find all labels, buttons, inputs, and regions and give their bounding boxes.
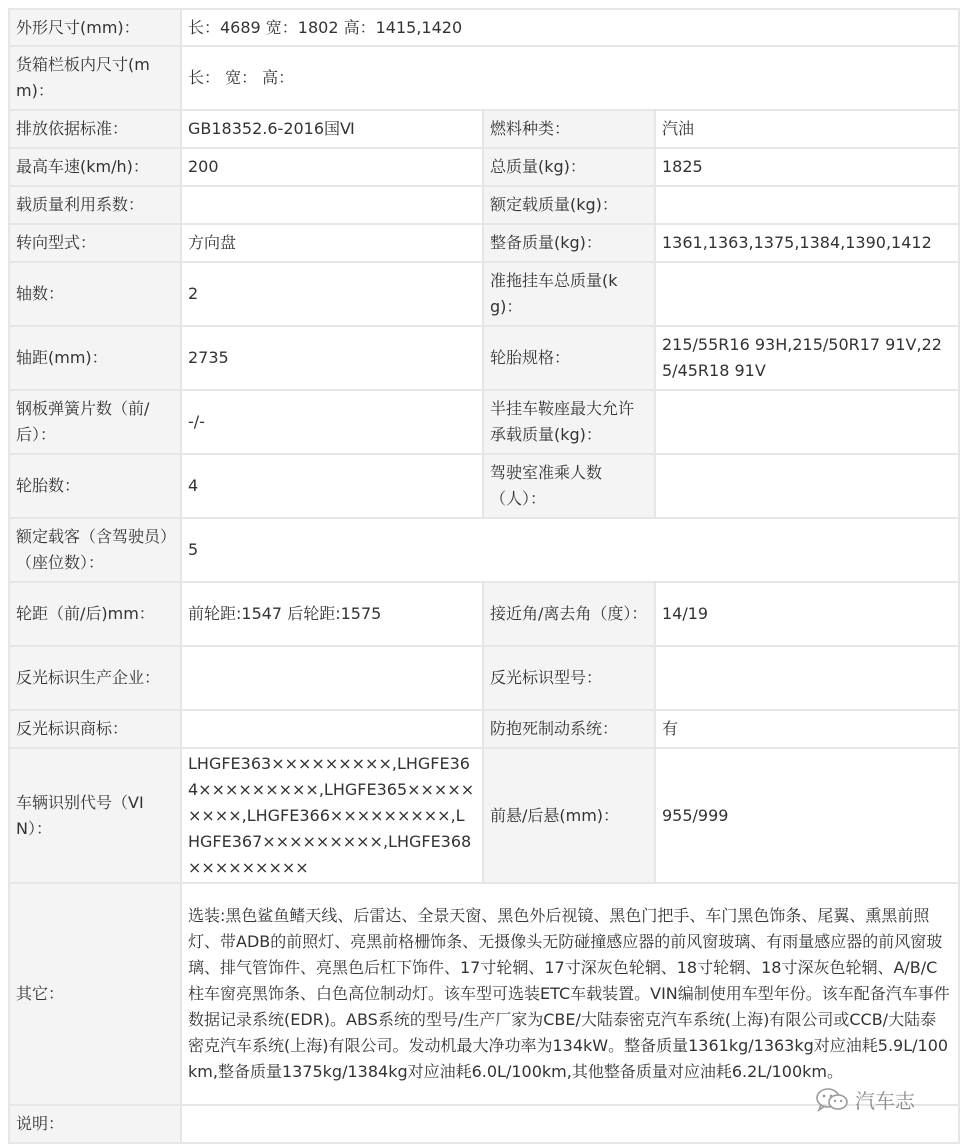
- table-row: [9, 454, 959, 518]
- other-label: 其它：: [9, 883, 181, 1105]
- tires-spec-label: 轮胎规格：: [483, 326, 655, 390]
- springs-label: 钢板弹簧片数（前/后）：: [9, 390, 181, 454]
- saddle-load-value: [655, 390, 959, 454]
- notes-label: 说明：: [9, 1105, 181, 1143]
- fuel-value: 汽油: [655, 110, 959, 148]
- table-row: [9, 186, 959, 224]
- table-row: [9, 748, 959, 883]
- table-row: [9, 224, 959, 262]
- rated-load-value: [655, 186, 959, 224]
- springs-value: -/-: [181, 390, 483, 454]
- passengers-label: 额定载客（含驾驶员）（座位数）：: [9, 518, 181, 582]
- track-value: 前轮距:1547 后轮距:1575: [181, 582, 483, 646]
- total-mass-value: 1825: [655, 148, 959, 186]
- overhang-label: 前悬/后悬(mm)：: [483, 748, 655, 883]
- table-row: [9, 390, 959, 454]
- table-row: [9, 710, 959, 748]
- max-speed-label: 最高车速(km/h)：: [9, 148, 181, 186]
- vin-label: 车辆识别代号（VIN）：: [9, 748, 181, 883]
- fuel-label: 燃料种类：: [483, 110, 655, 148]
- other-text: 选装:黑色鲨鱼鳍天线、后雷达、全景天窗、黑色外后视镜、黑色门把手、车门黑色饰条、尾翼、熏黑前照灯、带ADB的前照灯、亮黑前格栅饰条、无摄像头无防碰撞感应器的前风窗玻璃、有雨量感应器的前风窗玻璃、排气管饰件、亮黑色后杠下饰件、17寸轮辋、17寸深灰色轮辋、18寸轮辋、18寸深灰色轮辋、A/B/C柱车窗亮黑饰条、白色高位制动灯。该车型可选装ETC车载装置。VIN编制使用车型年份。该车配备汽车事件数据记录系统(EDR)。ABS系统的型号/生产厂家为CBE/大陆泰密克汽车系统(上海)有限公司或CCB/大陆泰密克汽车系统(上海)有限公司。发动机最大净功率为134kW。整备质量1361kg/1363kg对应油耗5.9L/100km,整备质量1375kg/1384kg对应油耗6.0L/100km,其他整备质量对应油耗6.2L/100km。: [188, 906, 950, 1081]
- table-row: [9, 9, 959, 46]
- tow-mass-value: [655, 262, 959, 326]
- track-label: 轮距（前/后)mm：: [9, 582, 181, 646]
- vin-value: LHGFE363×××××××××,LHGFE364×××××××××,LHGFE365×××××××××,LHGFE366×××××××××,LHGFE367×××××××××,LHGFE368×××××××××: [181, 748, 483, 883]
- load-util-value: [181, 186, 483, 224]
- emission-label: 排放依据标准：: [9, 110, 181, 148]
- wheelbase-value: 2735: [181, 326, 483, 390]
- axles-label: 轴数：: [9, 262, 181, 326]
- table-row: [9, 518, 959, 582]
- table-row: [9, 1105, 959, 1143]
- wheelbase-label: 轴距(mm)：: [9, 326, 181, 390]
- table-row: [9, 262, 959, 326]
- abs-value: 有: [655, 710, 959, 748]
- table-row: [9, 110, 959, 148]
- saddle-load-label: 半挂车鞍座最大允许承载质量(kg)：: [483, 390, 655, 454]
- table-row: [9, 148, 959, 186]
- reflect-model-label: 反光标识型号：: [483, 646, 655, 710]
- load-util-label: 载质量利用系数：: [9, 186, 181, 224]
- cargo-dims-label: 货箱栏板内尺寸(mm)：: [9, 46, 181, 110]
- table-row: [9, 46, 959, 110]
- max-speed-value: 200: [181, 148, 483, 186]
- cab-seats-label: 驾驶室准乘人数（人）：: [483, 454, 655, 518]
- curb-mass-label: 整备质量(kg)：: [483, 224, 655, 262]
- tires-spec-value: 215/55R16 93H,215/50R17 91V,225/45R18 91V: [655, 326, 959, 390]
- abs-label: 防抱死制动系统：: [483, 710, 655, 748]
- notes-value: [181, 1105, 959, 1143]
- table-row: [9, 326, 959, 390]
- reflect-maker-value: [181, 646, 483, 710]
- dims-label: 外形尺寸(mm)：: [9, 9, 181, 46]
- watermark-text: 汽车志: [855, 1089, 915, 1113]
- other-value: [181, 883, 959, 1105]
- tire-count-value: 4: [181, 454, 483, 518]
- dims-value: 长：4689 宽：1802 高：1415,1420: [181, 9, 959, 46]
- table-row: [9, 883, 959, 1105]
- table-row: [9, 582, 959, 646]
- reflect-brand-label: 反光标识商标：: [9, 710, 181, 748]
- steering-label: 转向型式：: [9, 224, 181, 262]
- rated-load-label: 额定载质量(kg)：: [483, 186, 655, 224]
- passengers-value: 5: [181, 518, 959, 582]
- reflect-brand-value: [181, 710, 483, 748]
- cab-seats-value: [655, 454, 959, 518]
- tire-count-label: 轮胎数：: [9, 454, 181, 518]
- cargo-dims-value: 长： 宽： 高：: [181, 46, 959, 110]
- axles-value: 2: [181, 262, 483, 326]
- overhang-value: 955/999: [655, 748, 959, 883]
- angles-label: 接近角/离去角（度）：: [483, 582, 655, 646]
- spec-table: [8, 8, 960, 1144]
- reflect-maker-label: 反光标识生产企业：: [9, 646, 181, 710]
- table-row: [9, 646, 959, 710]
- reflect-model-value: [655, 646, 959, 710]
- steering-value: 方向盘: [181, 224, 483, 262]
- total-mass-label: 总质量(kg)：: [483, 148, 655, 186]
- tow-mass-label: 准拖挂车总质量(kg)：: [483, 262, 655, 326]
- angles-value: 14/19: [655, 582, 959, 646]
- curb-mass-value: 1361,1363,1375,1384,1390,1412: [655, 224, 959, 262]
- emission-value: GB18352.6-2016国Ⅵ: [181, 110, 483, 148]
